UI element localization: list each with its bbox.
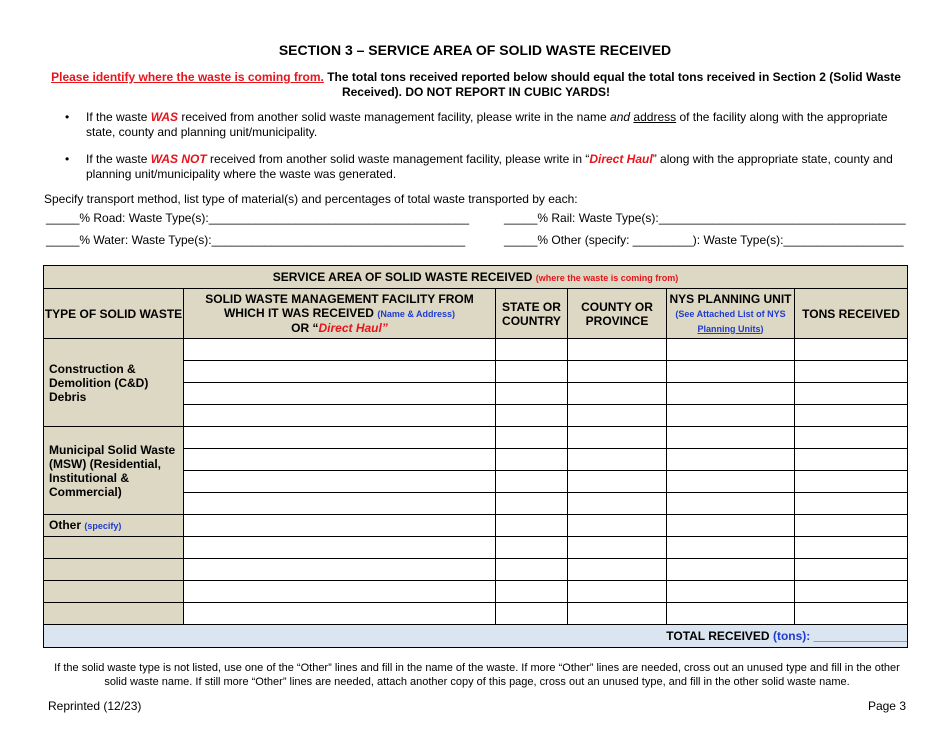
state-cell[interactable] [496, 581, 568, 603]
col-header-tons: TONS RECEIVED [795, 289, 908, 339]
intro-text: The total tons received reported below should equal the total tons received in Section 2 (Solid Waste Received). DO NOT REPORT IN CUBIC YARDS! [323, 70, 901, 99]
state-cell[interactable] [496, 537, 568, 559]
planning-unit-cell[interactable] [667, 537, 795, 559]
facility-cell[interactable] [184, 493, 496, 515]
tons-cell[interactable] [795, 603, 908, 625]
col-header-nys: NYS PLANNING UNIT (See Attached List of NYS Planning Units) [667, 289, 795, 339]
county-cell[interactable] [568, 361, 667, 383]
tons-cell[interactable] [795, 339, 908, 361]
state-cell[interactable] [496, 559, 568, 581]
state-cell[interactable] [496, 383, 568, 405]
tons-cell[interactable] [795, 581, 908, 603]
county-cell[interactable] [568, 581, 667, 603]
tons-cell[interactable] [795, 427, 908, 449]
row-label-msw: Municipal Solid Waste (MSW) (Residential, Institutional & Commercial) [44, 427, 184, 515]
row-label-cd: Construction & Demolition (C&D) Debris [44, 339, 184, 427]
other-type-field[interactable] [44, 603, 184, 625]
tons-cell[interactable] [795, 515, 908, 537]
facility-cell[interactable] [184, 603, 496, 625]
banner-note: (where the waste is coming from) [535, 273, 679, 283]
col-header-county: COUNTY OR PROVINCE [568, 289, 667, 339]
facility-cell[interactable] [184, 537, 496, 559]
tons-cell[interactable] [795, 471, 908, 493]
county-cell[interactable] [568, 603, 667, 625]
total-tons-field[interactable]: ______________ [813, 629, 908, 643]
planning-unit-cell[interactable] [667, 471, 795, 493]
bullet-was: • If the waste WAS received from another solid waste management facility, please write in the name and address of the facility along with the appropriate state, county and planning unit/municipality. [86, 110, 906, 140]
other-type-field[interactable] [44, 537, 184, 559]
col-header-facility: SOLID WASTE MANAGEMENT FACILITY FROM WHICH IT WAS RECEIVED (Name & Address) OR “Direct Haul” [184, 289, 496, 339]
was-not-emphasis: WAS NOT [150, 152, 207, 166]
state-cell[interactable] [496, 339, 568, 361]
state-cell[interactable] [496, 449, 568, 471]
planning-unit-cell[interactable] [667, 361, 795, 383]
county-cell[interactable] [568, 449, 667, 471]
other-transport-field[interactable]: _____% Other (specify: _________): Waste Type(s):__________________ [504, 233, 904, 247]
total-unit: (tons): [772, 629, 811, 643]
facility-cell[interactable] [184, 427, 496, 449]
bullet-was-not: • If the waste WAS NOT received from another solid waste management facility, please write in “Direct Haul” along with the appropriate state, county and planning unit/municipality where the waste was generated. [86, 152, 906, 182]
facility-cell[interactable] [184, 361, 496, 383]
road-transport-field[interactable]: _____% Road: Waste Type(s):_______________________________________ [46, 211, 470, 225]
water-transport-field[interactable]: _____% Water: Waste Type(s):______________________________________ [46, 233, 466, 247]
other-type-field[interactable] [44, 559, 184, 581]
state-cell[interactable] [496, 493, 568, 515]
facility-cell[interactable] [184, 471, 496, 493]
county-cell[interactable] [568, 493, 667, 515]
county-cell[interactable] [568, 515, 667, 537]
tons-cell[interactable] [795, 559, 908, 581]
total-label: TOTAL RECEIVED [666, 629, 770, 643]
planning-unit-cell[interactable] [667, 581, 795, 603]
facility-cell[interactable] [184, 383, 496, 405]
total-received-row [44, 625, 908, 648]
was-emphasis: WAS [150, 110, 179, 124]
state-cell[interactable] [496, 361, 568, 383]
state-cell[interactable] [496, 515, 568, 537]
table-banner: SERVICE AREA OF SOLID WASTE RECEIVED (where the waste is coming from) [44, 266, 908, 289]
county-cell[interactable] [568, 339, 667, 361]
rail-transport-field[interactable]: _____% Rail: Waste Type(s):_____________________________________ [504, 211, 906, 225]
state-cell[interactable] [496, 427, 568, 449]
transport-instructions: Specify transport method, list type of material(s) and percentages of total waste transported by each: [44, 192, 578, 206]
row-label-other[interactable]: Other (specify) [44, 515, 184, 537]
facility-cell[interactable] [184, 405, 496, 427]
col-header-type: TYPE OF SOLID WASTE [44, 289, 184, 339]
planning-unit-cell[interactable] [667, 427, 795, 449]
tons-cell[interactable] [795, 493, 908, 515]
direct-haul-emphasis: Direct Haul [589, 152, 653, 166]
reprint-date: Reprinted (12/23) [48, 699, 142, 713]
planning-unit-cell[interactable] [667, 339, 795, 361]
facility-cell[interactable] [184, 449, 496, 471]
county-cell[interactable] [568, 537, 667, 559]
facility-cell[interactable] [184, 559, 496, 581]
intro-highlight: Please identify where the waste is coming from. [51, 70, 324, 84]
tons-cell[interactable] [795, 361, 908, 383]
county-cell[interactable] [568, 471, 667, 493]
tons-cell[interactable] [795, 383, 908, 405]
planning-unit-cell[interactable] [667, 493, 795, 515]
footnote: If the solid waste type is not listed, use one of the “Other” lines and fill in the name of the waste. If more “Other” lines are needed, cross out an unused type and fill in the other solid waste name. If still more “Other” lines are needed, attach another copy of this page, cross out an unused type, and fill in the other solid waste name. [54, 662, 900, 688]
tons-cell[interactable] [795, 405, 908, 427]
facility-cell[interactable] [184, 581, 496, 603]
other-type-field[interactable] [44, 581, 184, 603]
county-cell[interactable] [568, 559, 667, 581]
tons-cell[interactable] [795, 537, 908, 559]
county-cell[interactable] [568, 383, 667, 405]
facility-cell[interactable] [184, 515, 496, 537]
planning-unit-cell[interactable] [667, 383, 795, 405]
planning-unit-cell[interactable] [667, 515, 795, 537]
planning-unit-cell[interactable] [667, 559, 795, 581]
planning-units-link[interactable]: Planning Units [697, 323, 761, 334]
col-header-state: STATE OR COUNTRY [496, 289, 568, 339]
section-title: SECTION 3 – SERVICE AREA OF SOLID WASTE RECEIVED [278, 42, 672, 58]
planning-unit-cell[interactable] [667, 449, 795, 471]
state-cell[interactable] [496, 405, 568, 427]
facility-cell[interactable] [184, 339, 496, 361]
intro-instructions [48, 70, 904, 100]
planning-unit-cell[interactable] [667, 405, 795, 427]
county-cell[interactable] [568, 405, 667, 427]
page-number: Page 3 [867, 699, 906, 713]
tons-cell[interactable] [795, 449, 908, 471]
state-cell[interactable] [496, 603, 568, 625]
planning-unit-cell[interactable] [667, 603, 795, 625]
service-area-table [43, 265, 908, 648]
state-cell[interactable] [496, 471, 568, 493]
county-cell[interactable] [568, 427, 667, 449]
